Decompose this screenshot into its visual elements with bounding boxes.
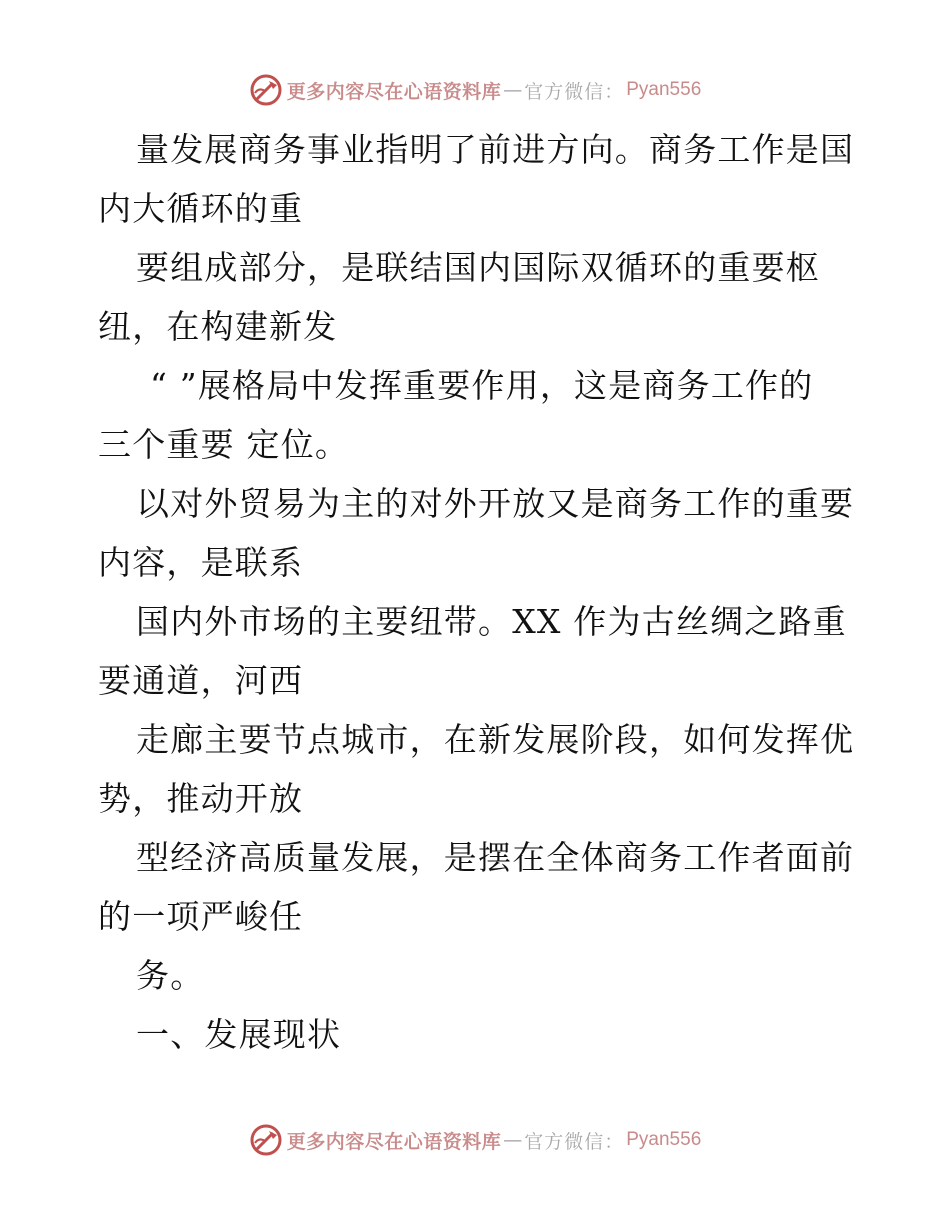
body-line-1: 量发展商务事业指明了前进方向。商务工作是国	[136, 130, 855, 169]
body-line-15: 务。	[136, 956, 205, 995]
footer-wechat-id: Pyan556	[626, 1129, 702, 1150]
body-line-10: 要通道，河西	[98, 661, 304, 700]
body-line-13: 型经济高质量发展，是摆在全体商务工作者面前	[136, 838, 855, 877]
footer-banner	[0, 1120, 950, 1160]
header-dash: —	[503, 79, 523, 101]
body-line-12: 势，推动开放	[98, 779, 304, 818]
header-official-label: 官方微信：	[524, 80, 625, 103]
header-banner	[0, 70, 950, 110]
body-line-11: 走廊主要节点城市，在新发展阶段，如何发挥优	[136, 720, 855, 759]
brand-logo-icon	[249, 73, 283, 107]
footer-official-label: 官方微信：	[524, 1130, 625, 1153]
body-line-5: “ ”展格局中发挥重要作用，这是商务工作的	[150, 366, 814, 405]
body-line-14: 的一项严峻任	[98, 897, 304, 936]
body-line-7: 以对外贸易为主的对外开放又是商务工作的重要	[136, 484, 855, 523]
footer-dash: —	[503, 1129, 523, 1151]
body-line-2: 内大循环的重	[98, 189, 304, 228]
body-line-9: 国内外市场的主要纽带。XX 作为古丝绸之路重	[136, 602, 847, 641]
document-body	[98, 120, 858, 1064]
header-wechat-id: Pyan556	[626, 79, 702, 100]
header-promo-text: 更多内容尽在心语资料库	[286, 80, 502, 103]
body-line-4: 纽，在构建新发	[98, 307, 338, 346]
brand-logo-icon	[249, 1123, 283, 1157]
body-line-8: 内容，是联系	[98, 543, 304, 582]
body-line-6: 三个重要 定位。	[98, 425, 350, 464]
footer-promo-text: 更多内容尽在心语资料库	[286, 1130, 502, 1153]
body-line-3: 要组成部分，是联结国内国际双循环的重要枢	[136, 248, 820, 287]
section-heading: 一、发展现状	[136, 1015, 342, 1054]
